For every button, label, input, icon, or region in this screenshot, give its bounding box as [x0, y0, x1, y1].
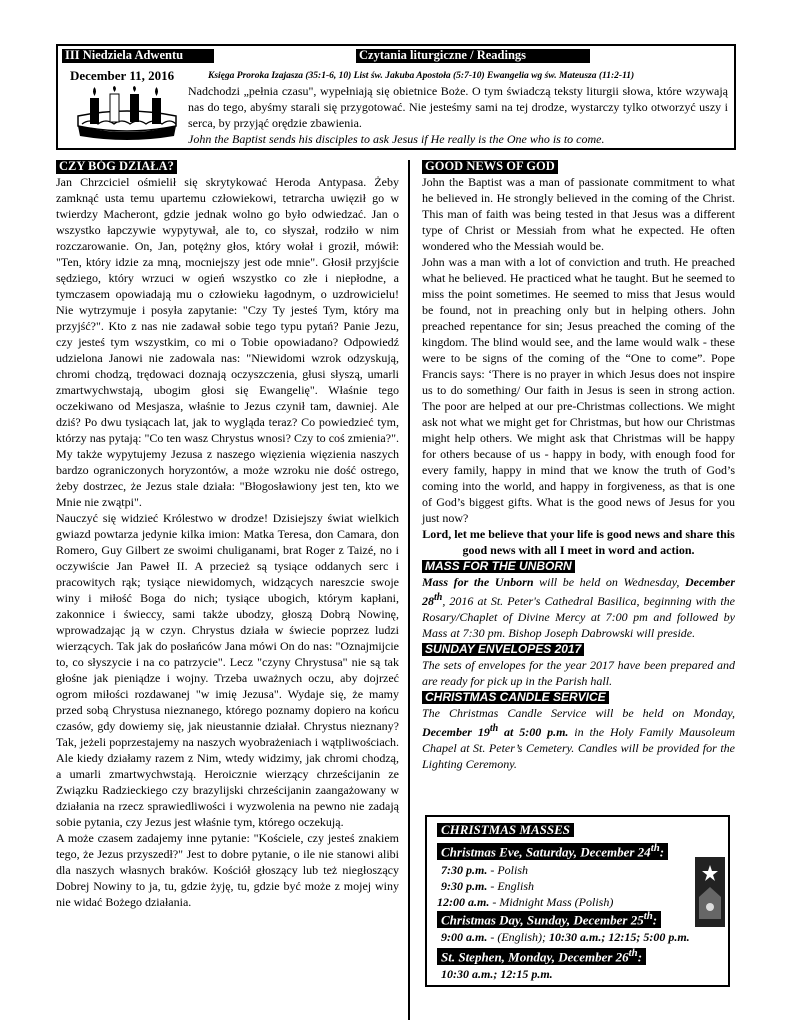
advent-candles-icon: [72, 86, 182, 144]
st-stephen-times: 10:30 a.m.; 12:15 p.m.: [441, 967, 553, 981]
readings-header: [56, 44, 736, 150]
intro-polish: Nadchodzi „pełnia czasu", wypełniają się obietnice Boże. O tym świadczą teksty liturgii słowa, które wzywają nas do tego, abyśmy starali się przygotować. Nie jesteśmy sami na tej drodze, wystarczy tylko otworzyć uszy i serca, by przyjąć orędzie zbawienia.: [188, 84, 728, 130]
unborn-heading: MASS FOR THE UNBORN: [422, 560, 575, 573]
polish-paragraph: Nauczyć się widzieć Królestwo w drodze! Dzisiejszy świat wielkich gwiazd powtarza jedynie kilka imion: Matka Teresa, don Camara, don Romero, Guy Gilbert ze swoimi chuliganami, brat Roger z Taizé, no i oczywiście Jan Paweł II. A przecież są tysiące oddanych serc i pracowitych rąk; tysiące niewidomych, widzących nareszcie swoje winy i miłość Boga do nich; tysiące ubogich, którym kapłani, zakonnice i świeccy, sami także ubodzy, głoszą Dobrą Nowinę, wprowadzając ją w czyn. Chrystus działa w świecie poprzez ludzi wierzących. Tak jak do posłańców Jana mówi On do nas: "Oznajmijcie to, co słyszycie i na co patrzycie". Lecz "czyny Chrystusa" nie są tak głośne jak pieniądze i wojny. Trzeba uważnych oczu, aby dojrzeć ogrom miłości rozdawanej "w imię Jezusa". Wydaje się, że mamy przed sobą Chrystusa nieznanego, którego poznamy dopiero na końcu czasów, gdy dowiemy się, jak nieustannie działał. Chrystus nieznany? Tak, jeżeli poprzestajemy na naszych wyobrażeniach i wątpliwościach. Ale kiedy działamy razem z Nim, wtedy widzimy, jak chromi chodzą, a umarli zmartwychwstają. Heroicznie wierzący chrześcijanin ze Związku Radzieckiego czy brazylijski chrześcijanin zaangażowany w działania na rzecz sprawiedliwości i wyzwolenia na pewno nie zadają sobie pytania, czy Jezus jest właśnie tym, którego oczekują.: [56, 511, 399, 829]
english-reflection: [422, 158, 735, 772]
scripture-references: Księga Proroka Izajasza (35:1-6, 10) List św. Jakuba Apostoła (5:7-10) Ewangelia wg św. Mateusza (11:2-11): [208, 71, 635, 81]
column-divider: [408, 160, 410, 1020]
prayer-text: Lord, let me believe that your life is good news and share this good news with all I meet in word and action.: [422, 527, 735, 557]
christmas-day-times: 9:00 a.m. - (English); 10:30 a.m.; 12:15; 5:00 p.m.: [441, 930, 690, 944]
candle-heading: CHRISTMAS CANDLE SERVICE: [422, 691, 609, 704]
polish-paragraph: A może czasem zadajemy inne pytanie: "Kościele, czy jesteś znakiem tego, że Jezus przyszedł?" Jest to dobre pytanie, o ile nie stanowi alibi dla naszych własnych braków. Kościół głoszący lub też niegłoszący Dobrej Nowiny to ja, tu, gdzie żyję, tu, gdzie być może z mojej winy nie widać Bożego działania.: [56, 831, 399, 909]
bulletin-date: December 11, 2016: [70, 68, 175, 83]
english-paragraph: John was a man with a lot of conviction and truth. He preached what he believed. He practiced what he taught. But he seemed to miss the point sometimes. He seemed to miss that Jesus would be found, not in preaching only but in helping others. John preached repentance for sin; Jesus preached the coming of the kingdom. The blind would see, and the lame would walk - these were to be signs of the coming of the “One to come”. Pope Francis says: ‘There is no prayer in which Jesus does not inspire us to do something/ Our faith in Jesus is seen in strong action. The poor are helped at our pre-Christmas collections. We might ask not what we might get for Christmas, but how our Christmas might help others. We might ask that Christmas will be happy for others because of us - happy in body, with enough food for every family, happy in mind that we know the truth of God’s coming into the world, and happy in forgiveness, as that is one of God’s biggest gifts. What is the good news of Jesus for you just now?: [422, 255, 735, 525]
envelopes-announcement: The sets of envelopes for the year 2017 have been prepared and are ready for pick up in the Parish hall.: [422, 658, 735, 688]
polish-reflection: [56, 158, 399, 910]
christmas-eve-heading: Christmas Eve, Saturday, December 24th:: [437, 843, 668, 860]
sunday-title: III Niedziela Adwentu: [62, 49, 214, 63]
candle-announcement: The Christmas Candle Service will be held on Monday, December 19th at 5:00 p.m. in the Holy Family Mausoleum Chapel at St. Peter’s Cemetery. Candles will be provided for the Lighting Ceremony.: [422, 706, 735, 771]
polish-paragraph: Jan Chrzciciel ośmielił się skrytykować Heroda Antypasa. Żeby zamknąć usta temu upartemu człowiekowi, tetrarcha uwięził go w twierdzy Macheront, gdzie jednak wolno go było odwiedzać. Jan o wszystko łapczywie wypytywał, ale to, co słyszał, rodziło w nim rozczarowanie. On, Jan, potężny głos, który wołał i groził, mówił: "Ten, który idzie za mną, mocniejszy jest ode mnie". Głosił przyjście sędziego, który wrzuci w ogień wszystko co złe i niepłodne, a tymczasem opowiadają mu o człowieku łagodnym, o uzdrowicielu! Nie wytrzymuje i posyła zapytanie: "Czy Ty jesteś Tym, który ma przyjść?". Kto z nas nie zadawał sobie tego typu pytań? Panie Jezu, czy jesteś tym wszystkim, co mi o Tobie opowiadano? Odpowiedź udzielona Janowi nie zadowala nas: "Niewidomi wzrok odzyskują, chromi chodzą, trędowaci doznają oczyszczenia, głusi słyszą, umarli zmartwychwstają, ubogim głosi się Ewangelię". Właśnie tego oczekiwano od Mesjasza, właśnie to Jezus czynił tam, dawniej. Ale dziś? Po dwu tysiącach lat, jak to wygląda teraz? Co powiedzieć tym, którzy nas pytają: "Co ten wasz Chrystus wnosi? Czy to coś zmienia?". My także wypytujemy Jezusa z naszego więzienia więzienia naszych bardzo ograniczonych horyzontów, a może wzroku nie dość ostrego, żeby dostrzec, że Jezus stale działa: "Błogosławiony jest ten, kto we Mnie nie zwątpi".: [56, 175, 399, 509]
mass-time-item: 9:30 p.m. - English: [441, 879, 535, 893]
unborn-announcement: Mass for the Unborn will be held on Wednesday, December 28th, 2016 at St. Peter's Cathedral Basilica, beginning with the Rosary/Chaplet of Divine Mercy at 7:00 pm and followed by Mass at 7:30 pm. Bishop Joseph Dabrowski will preside.: [422, 575, 735, 640]
polish-heading: CZY BÓG DZIAŁA?: [56, 160, 177, 174]
nativity-icon: [695, 857, 725, 927]
st-stephen-heading: St. Stephen, Monday, December 26th:: [437, 948, 646, 965]
christmas-masses-title: CHRISTMAS MASSES: [437, 823, 574, 837]
envelopes-heading: SUNDAY ENVELOPES 2017: [422, 643, 584, 656]
english-heading: GOOD NEWS OF GOD: [422, 160, 558, 174]
christmas-masses-box: [425, 815, 730, 987]
mass-time-item: 7:30 p.m. - Polish: [441, 863, 529, 877]
english-paragraph: John the Baptist was a man of passionate commitment to what he believed in. He strongly believed in the coming of the Christ. This man of faith was being tested in that Jesus was a different type of Christ or Messiah from what he expected. He often wondered who the Messiah would be.: [422, 175, 735, 253]
christmas-day-heading: Christmas Day, Sunday, December 25th:: [437, 911, 661, 928]
readings-title: Czytania liturgiczne / Readings: [356, 49, 590, 63]
intro-english: John the Baptist sends his disciples to ask Jesus if He really is the One who is to come.: [188, 132, 605, 146]
mass-time-item: 12:00 a.m. - Midnight Mass (Polish): [437, 895, 614, 909]
